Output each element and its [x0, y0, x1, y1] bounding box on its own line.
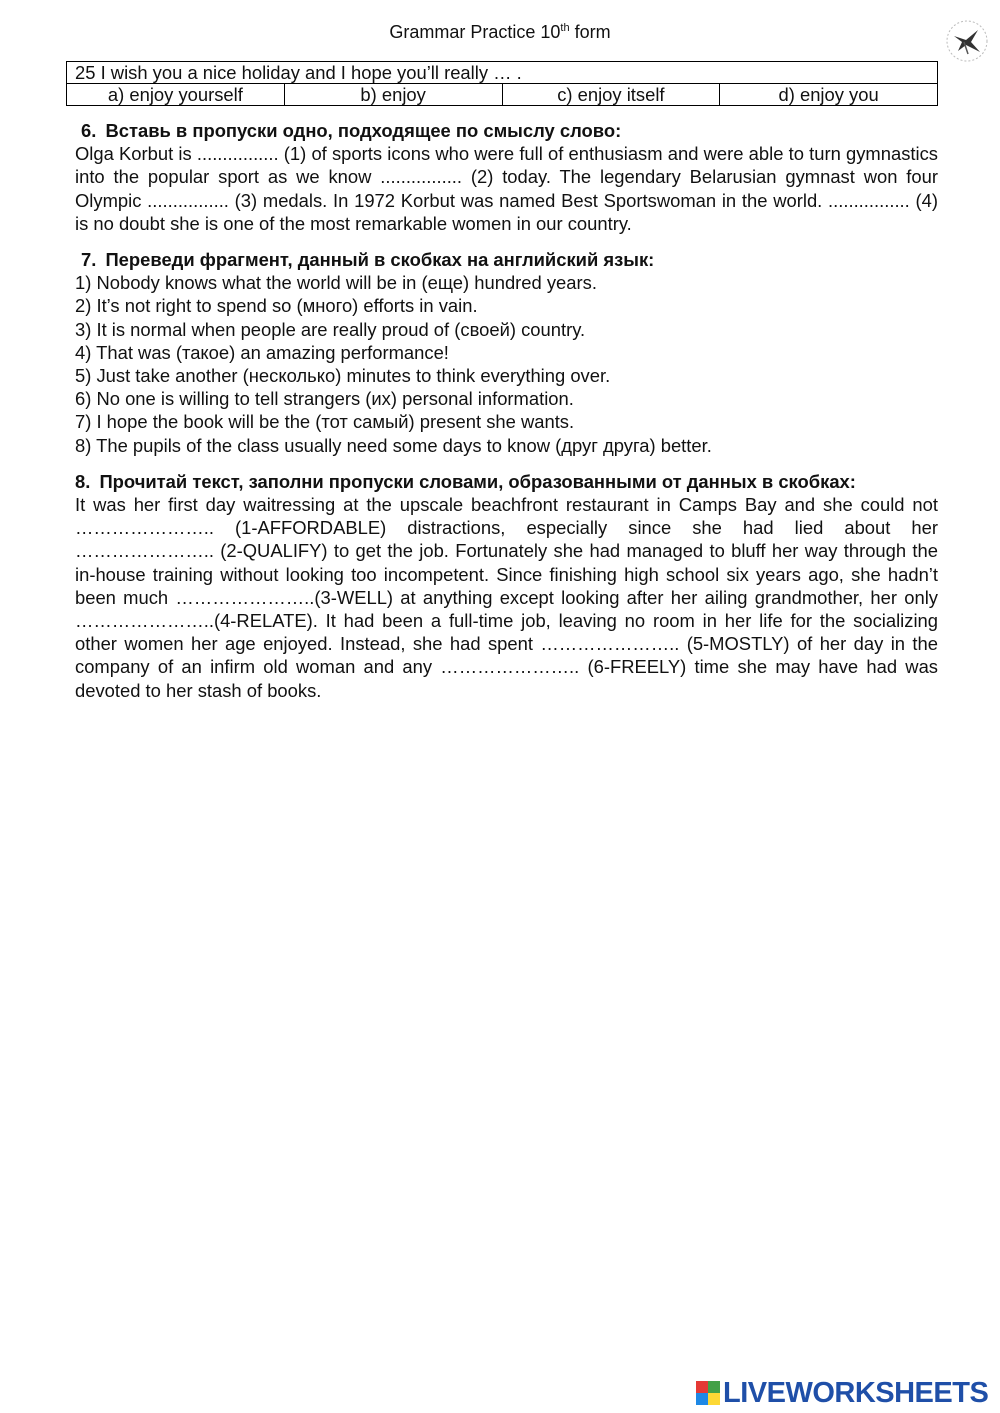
- answer-option-b[interactable]: b) enjoy: [284, 84, 502, 106]
- section-8-heading: Прочитай текст, заполни пропуски словами, образованными от данных в скобках:: [99, 470, 856, 492]
- list-item: 1) Nobody knows what the world will be in (еще) hundred years.: [75, 272, 597, 294]
- section-8-text: It was her first day waitressing at the upscale beachfront restaurant in Camps Bay and she could not ………………….. (1-AFFORDABLE) distractions, especially since she had lied about her ………………….. (2-QUALIFY) to get the job. Fortunately she had managed to bluff her way through the in-house training without looking too incompetent. Since finishing high school six years ago, she hadn’t been much …………………..(3-WELL) at anything except looking after her ailing grandmother, her only …………………..(4-RELATE). It had been a full-time job, leaving no room in her life for the socializing other women her age enjoyed. Instead, she had spent ………………….. (5-MOSTLY) of her day in the company of an infirm old woman and any ………………….. (6-FREELY) time she may have had was devoted to her stash of books.: [75, 494, 938, 701]
- badge-square-blue: [696, 1393, 708, 1405]
- section-8: [66, 470, 938, 702]
- bird-logo-icon: [944, 18, 990, 64]
- list-item: 8) The pupils of the class usually need some days to know (друг друга) better.: [75, 434, 712, 456]
- header-title-prefix: Grammar Practice 10: [389, 22, 561, 42]
- question-25-table: [66, 61, 938, 106]
- section-8-title: [75, 470, 938, 493]
- section-6-heading: Вставь в пропуски одно, подходящее по смыслу слово:: [105, 120, 622, 141]
- section-6-number: 6.: [81, 120, 97, 141]
- list-item: 5) Just take another (несколько) minutes to think everything over.: [75, 365, 611, 387]
- answer-option-d[interactable]: d) enjoy you: [720, 84, 938, 106]
- section-7-heading: Переведи фрагмент, данный в скобках на английский язык:: [105, 249, 655, 271]
- section-6-text: Olga Korbut is ................ (1) of sports icons who were full of enthusiasm and were able to turn gymnastics into the popular sport as we know ................ (2) today. The legendary Belarusian gymnast won four Olympic ................ (3) medals. In 1972 Korbut was named Best Sportswoman in the world. ................ (4) is no doubt she is one of the most remarkable women in our country.: [75, 143, 938, 234]
- section-7: [66, 248, 938, 457]
- header-title-suffix: form: [569, 22, 611, 42]
- list-item: 3) It is normal when people are really proud of (своей) country.: [75, 318, 586, 340]
- section-6-title: [75, 119, 938, 142]
- worksheet-content: [66, 61, 938, 702]
- answer-option-a[interactable]: a) enjoy yourself: [67, 84, 285, 106]
- section-7-number: 7.: [81, 249, 97, 271]
- badge-square-yellow: [708, 1393, 720, 1405]
- badge-square-red: [696, 1381, 708, 1393]
- section-7-title: [75, 248, 938, 271]
- header-title-sup: th: [560, 22, 570, 34]
- list-item: 2) It’s not right to spend so (много) efforts in vain.: [75, 295, 478, 317]
- liveworksheets-badge-icon: [696, 1381, 720, 1405]
- answer-option-c[interactable]: c) enjoy itself: [502, 84, 720, 106]
- page-header: [0, 22, 1000, 43]
- section-8-number: 8.: [75, 470, 91, 492]
- list-item: 4) That was (такое) an amazing performance!: [75, 341, 449, 363]
- list-item: 7) I hope the book will be the (тот самый) present she wants.: [75, 411, 575, 433]
- question-25-prompt: 25 I wish you a nice holiday and I hope you’ll really … .: [67, 62, 938, 84]
- list-item: 6) No one is willing to tell strangers (их) personal information.: [75, 388, 574, 410]
- badge-square-green: [708, 1381, 720, 1393]
- liveworksheets-brand-text: LIVEWORKSHEETS: [723, 1376, 989, 1409]
- section-6: [66, 119, 938, 235]
- liveworksheets-logo[interactable]: [696, 1377, 988, 1409]
